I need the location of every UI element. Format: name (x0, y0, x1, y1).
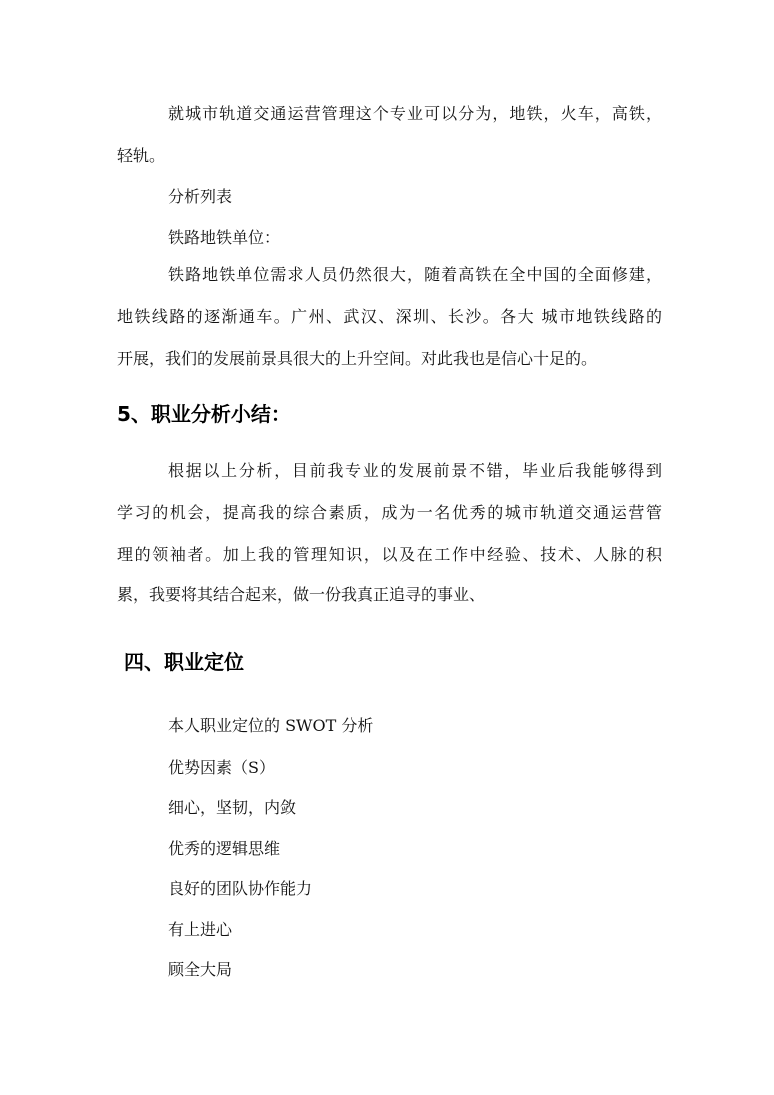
railway-line-3: 开展，我们的发展前景具很大的上升空间。对此我也是信心十足的。 (117, 349, 598, 368)
summary-line-3: 理的领袖者。加上我的管理知识，以及在工作中经验、技术、人脉的积 (117, 545, 662, 564)
section-5-heading: 5、职业分析小结： (117, 402, 291, 426)
railway-line-1: 铁路地铁单位需求人员仍然很大，随着高铁在全中国的全面修建， (168, 265, 662, 284)
swot-item: 细心，坚韧，内敛 (168, 798, 297, 817)
summary-line-4: 累，我要将其结合起来，做一份我真正追寻的事业、 (117, 585, 486, 604)
summary-line-1: 根据以上分析，目前我专业的发展前景不错，毕业后我能够得到 (168, 461, 662, 480)
swot-item: 优秀的逻辑思维 (168, 839, 281, 858)
swot-item: 有上进心 (168, 920, 233, 939)
swot-strengths-label: 优势因素（S） (168, 758, 275, 777)
swot-title: 本人职业定位的 SWOT 分析 (168, 716, 374, 735)
section-4-heading: 四、职业定位 (124, 650, 244, 674)
summary-line-2: 学习的机会，提高我的综合素质，成为一名优秀的城市轨道交通运营管 (117, 503, 662, 522)
railway-unit-label: 铁路地铁单位： (168, 228, 281, 247)
swot-item: 良好的团队协作能力 (168, 879, 313, 898)
analysis-list-label: 分析列表 (168, 187, 233, 206)
intro-line-2: 轻轨。 (117, 146, 166, 165)
intro-line-1: 就城市轨道交通运营管理这个专业可以分为，地铁，火车，高铁， (168, 104, 662, 123)
swot-item: 顾全大局 (168, 960, 233, 979)
railway-line-2: 地铁线路的逐渐通车。广州、武汉、深圳、长沙。各大 城市地铁线路的 (117, 307, 662, 326)
